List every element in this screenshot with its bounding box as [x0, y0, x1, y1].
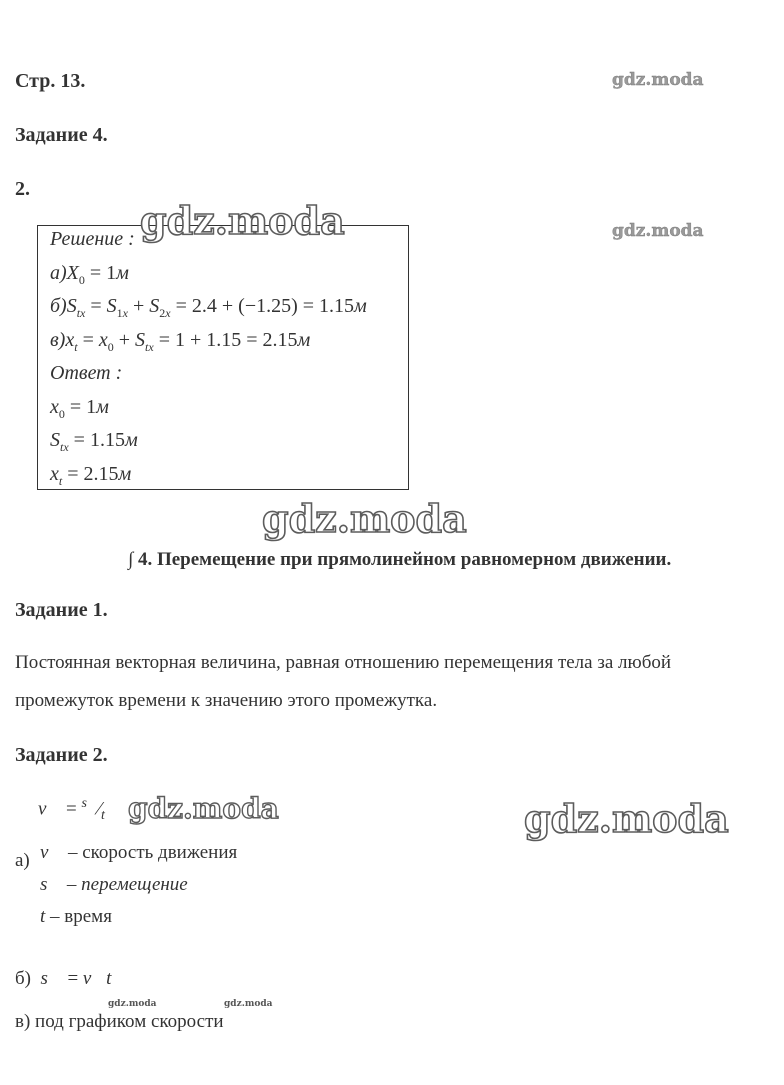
velocity-formula: v⃗ = $^{s⃗}⁄_t$ [38, 796, 105, 824]
solution-title: Решение : [50, 228, 135, 250]
watermark: gdz.moda [140, 198, 345, 243]
watermark: gdz.moda [128, 792, 279, 825]
watermark: gdz.moda [524, 796, 729, 841]
item-number: 2. [15, 178, 30, 200]
solution-line-b: $б)S_{tx} = S_{1x} + S_{2x} = 2.4 + (-1.25) = 1.15м$ [50, 295, 367, 320]
task1-heading: Задание 1. [15, 599, 108, 621]
part-c: в) под графиком скорости [15, 1011, 224, 1032]
watermark: gdz.moda [224, 999, 273, 1009]
task1-text-line1: Постоянная векторная величина, равная отношению перемещения тела за любой [15, 652, 672, 673]
page-reference: Стр. 13. [15, 70, 86, 92]
answer-1: $x_0 = 1м$ [50, 396, 109, 421]
part-a-line2: s⃗ – перемещение [40, 874, 188, 895]
task2-heading: Задание 2. [15, 744, 108, 766]
watermark: gdz.moda [262, 496, 467, 541]
part-a-line3: t – время [40, 906, 112, 927]
solution-line-a: $а)X_0 = 1м$ [50, 262, 129, 287]
part-b: б) s⃗ = v⃗t [15, 968, 112, 989]
solution-line-c: $в)x_t = x_0 + S_{tx} = 1 + 1.15 = 2.15м$ [50, 329, 311, 354]
answer-3: $x_t = 2.15м$ [50, 463, 132, 488]
part-a-label: а) [15, 850, 30, 871]
task1-text-line2: промежуток времени к значению этого промежутка. [15, 690, 438, 711]
part-a-line1: v⃗ – скорость движения [40, 842, 238, 863]
watermark: gdz.moda [612, 70, 704, 90]
answer-2: $S_{tx} = 1.15м$ [50, 429, 138, 454]
watermark: gdz.moda [612, 221, 704, 241]
task4-heading: Задание 4. [15, 124, 108, 146]
answer-title: Ответ : [50, 362, 123, 384]
section-title: ∫ 4. Перемещение при прямолинейном равномерном движении. [128, 549, 672, 570]
watermark: gdz.moda [108, 999, 157, 1009]
